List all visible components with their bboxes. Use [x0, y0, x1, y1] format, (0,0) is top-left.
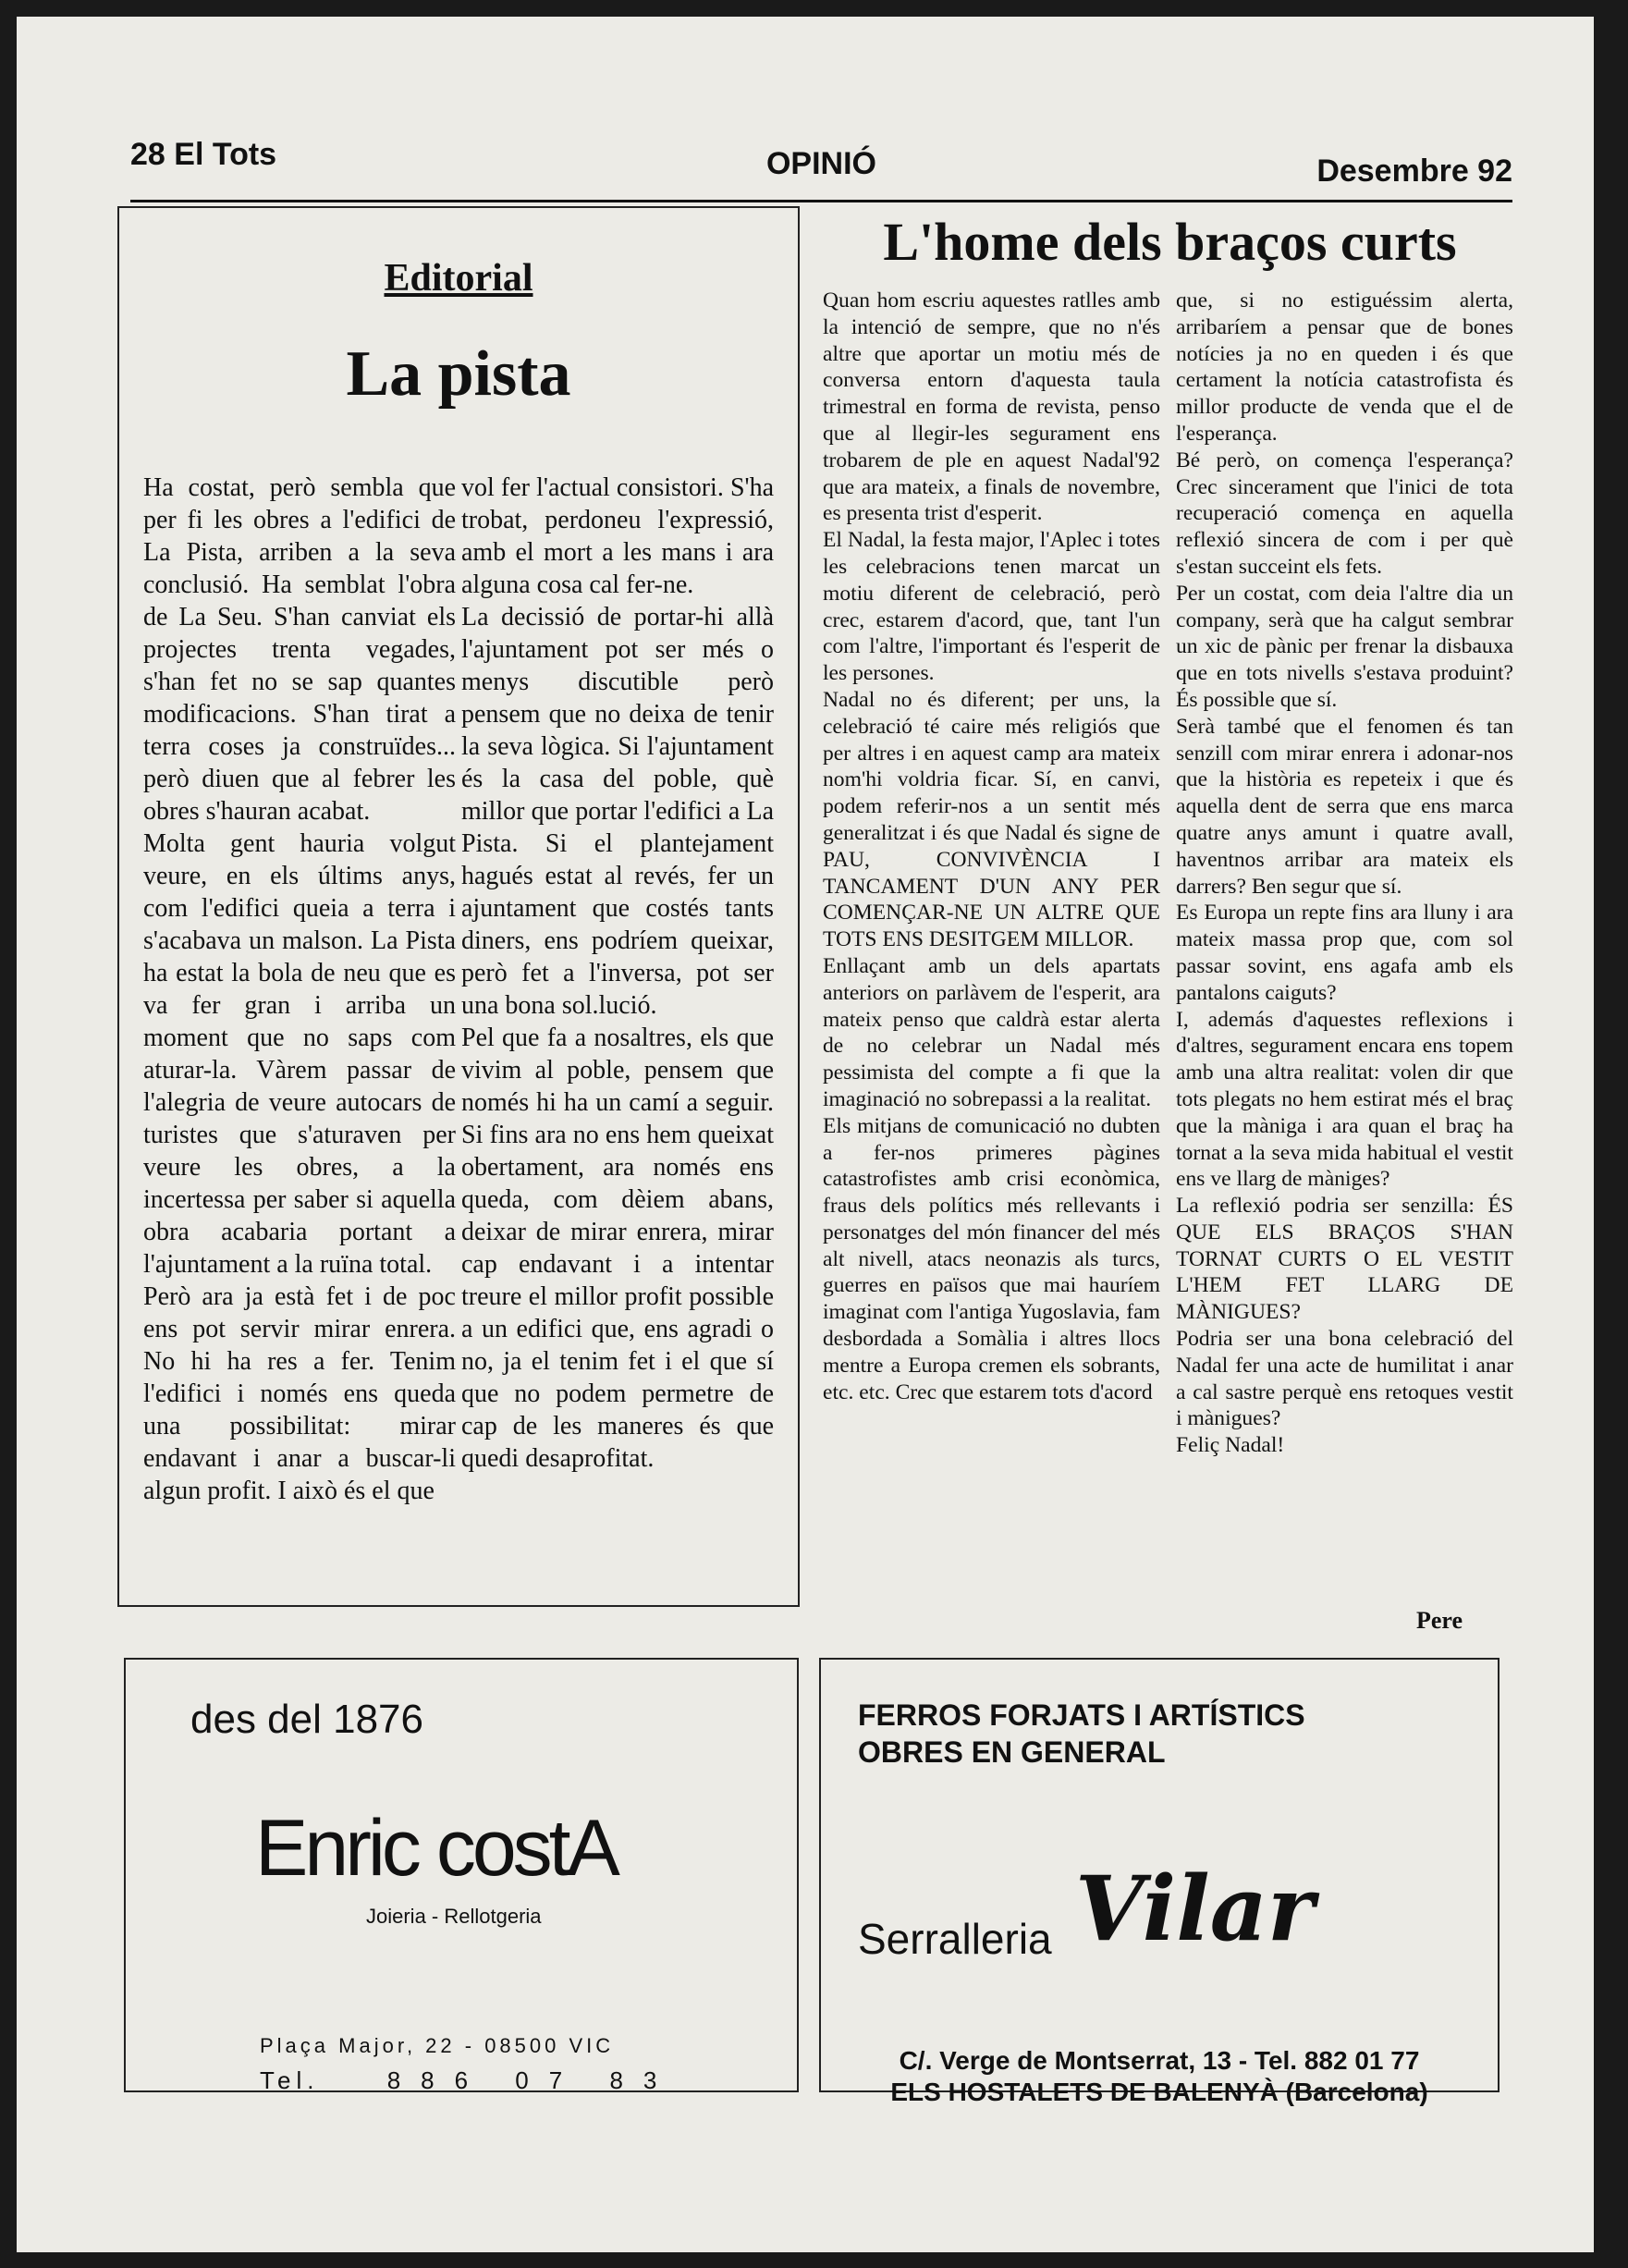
paragraph: Pel que fa a nosaltres, els que vivim al poble, pensem que només hi ha un camí a seguir. Si fins ara no ens hem queixat obertament, ara només ens queda, com dèiem abans, deixar de mirar enrera, mirar cap endavant i a intentar treure el millor profit possible a un edifici que, ens agradi o no, ja el tenim fet i el que sí que no podem permetre de cap de les maneres és que quedi desaprofitat. [461, 1024, 774, 1473]
paragraph: Els mitjans de comunicació no dubten a fer-nos primeres pàgines catastrofistes amb crisi econòmica, fraus dels polítics més rellevants i personatges del món financer del més alt nivell, atacs neonazis als turcs, guerres en països que mai hauríem imaginat com l'antiga Yugoslavia, fam desbordada a Somàlia i altres llocs mentre a Europa cremen els sobrants, etc. etc. Crec que estarem tots d'acord [823, 1113, 1160, 1404]
phone-number: 886 07 83 [386, 2066, 678, 2094]
page-header [130, 126, 1512, 202]
paragraph: Quan hom escriu aquestes ratlles amb la intenció de sempre, que no n'és altre que aportar un motiu més de conversa entorn d'aquesta taula trimestral en forma de revista, penso que al llegir-les segurament ens trobarem de ple en aquest Nadal'92 que ara mateix, a finals de novembre, es presenta trist d'esperit. [823, 288, 1160, 526]
advertisement-jewelry [124, 1658, 799, 2092]
paragraph: Per un costat, com deia l'altre dia un company, serà que ha calgut sembrar un xic de pànic per frenar la disbauxa que en tots nivells s'estava produint? És possible que sí. [1176, 581, 1513, 712]
ad-tagline: Joieria - Rellotgeria [366, 1905, 542, 1928]
editorial-column-2 [461, 472, 774, 1475]
paragraph: La decissió de portar-hi allà l'ajuntament pot ser més o menys discutible però pensem que no deixa de tenir la seva lògica. Si l'ajuntament és la casa del poble, què millor que portar l'edifici a La Pista. Si el plantejament hagués estat al revés, fer un ajuntament que costés tants diners, ens podríem queixar, però fet a l'inversa, pot ser una bona sol.lució. [461, 603, 774, 1020]
vilar-logo [1075, 1868, 1463, 1960]
article-column-1 [823, 288, 1160, 1405]
paragraph: Enllaçant amb un dels apartats anteriors on parlàvem de l'esperit, ara mateix penso que caldrà estar alerta de no celebrar un Nadal més pessimista del compte a fi que la imaginació no sobrepassi a la realitat. [823, 953, 1160, 1111]
paragraph: que, si no estiguéssim alerta, arribaríem a pensar que de bones notícies ja no en queden i és que certament la notícia catastrofista és millor producte de venda que el de l'esperança. [1176, 288, 1513, 446]
paragraph: El Nadal, la festa major, l'Aplec i totes les celebracions tenen marcat un motiu diferent de celebració, però crec, estarem d'acord, que, tant l'un com l'altre, l'important és l'esperit de les persones. [823, 528, 1160, 686]
magazine-page [17, 17, 1594, 2252]
page-number: 28 El Tots [130, 137, 277, 172]
section-title: OPINIÓ [765, 146, 877, 181]
issue-date: Desembre 92 [1316, 153, 1512, 189]
article-title: L'home dels braços curts [883, 212, 1457, 272]
paragraph: I, además d'aquestes reflexions i d'altres, segurament encara ens topem amb una altra realitat: volen dir que tots plegats no hem estirat més el braç que la màniga i ara quan el braç ha tornat a la seva mida habitual el vestit ens ve llarg de màniges? [1176, 1007, 1513, 1192]
paragraph: vol fer l'actual consistori. S'ha trobat, perdoneu l'expressió, amb el mort a les mans i ara alguna cosa cal fer-ne. [461, 473, 774, 599]
phone-label: Tel. [260, 2066, 320, 2094]
ad-phone [260, 2066, 677, 2095]
editorial-title: La pista [346, 338, 571, 410]
paragraph: Bé però, on comença l'esperança? Crec sincerament que l'inici de tota recuperació comença en aquella reflexió sincera de com i per què s'estan succeint els fets. [1176, 447, 1513, 579]
ad-address-line-2: ELS HOSTALETS DE BALENYÀ (Barcelona) [890, 2078, 1428, 2106]
paragraph: La reflexió podria ser senzilla: ÉS QUE ELS BRAÇOS S'HAN TORNAT CURTS O EL VESTIT L'HEM FET LLARG DE MÀNIGUES? [1176, 1194, 1513, 1325]
paragraph: Molta gent hauria volgut veure, en els últims anys, com l'edifici queia a terra i s'acabava un malson. La Pista ha estat la bola de neu que es va fer gran i arriba un moment que no saps com aturar-la. Vàrem passar de l'alegria de veure autocars de turistes que s'aturaven per veure les obres, a la incertessa per saber si aquella obra acabaria portant a l'ajuntament a la ruïna total. [143, 829, 456, 1279]
ad-address: Plaça Major, 22 - 08500 VIC [260, 2034, 615, 2057]
ad-heading-line-2: OBRES EN GENERAL [858, 1735, 1166, 1769]
editorial-box [117, 206, 800, 1607]
editorial-label: Editorial [384, 257, 533, 300]
paragraph: Però ara ja està fet i de poc ens pot servir mirar enrera. No hi ha res a fer. Tenim l'edifici i només ens queda una possibilitat: mirar endavant i anar a buscar-li algun profit. I això és el que [143, 1282, 456, 1505]
article-column-2 [1176, 288, 1513, 1459]
paragraph: Es Europa un repte fins ara lluny i ara mateix massa prop que, com sol passar sovint, ens agafa amb els pantalons caiguts? [1176, 901, 1513, 1005]
ad-address-line-1: C/. Verge de Montserrat, 13 - Tel. 882 01 77 [899, 2046, 1420, 2075]
ad-since: des del 1876 [190, 1697, 423, 1742]
article-signature: Pere [1415, 1607, 1463, 1634]
advertisement-ironwork [819, 1658, 1499, 2106]
paragraph: Podria ser una bona celebració del Nadal fer una acte de humilitat i anar a cal sastre perquè ens retoques vestit i mànigues? [1176, 1327, 1513, 1431]
editorial-column-1 [143, 472, 456, 1507]
brand-logo: Enric costA [255, 1804, 617, 1893]
paragraph: Feliç Nadal! [1176, 1433, 1285, 1458]
paragraph: Serà també que el fenomen és tan senzill com mirar enrera i adonar-nos que la història es repeteix i que és aquella dent de serra que ens marca quatre anys amunt i quatre avall, haventnos arribar ara mateix els darrers? Ben segur que sí. [1176, 714, 1513, 899]
ad-business-type: Serralleria [858, 1915, 1052, 1963]
ad-heading-line-1: FERROS FORJATS I ARTÍSTICS [858, 1698, 1305, 1732]
paragraph: Nadal no és diferent; per uns, la celebració té caire més religiós que per altres i en aquest camp ara mateix nom'hi voldria ficar. Sí, en canvi, podem referir-nos a un sentit més generalitzat i és que Nadal és signe de PAU, CONVIVÈNCIA I TANCAMENT D'UN ANY PER COMENÇAR-NE UN ALTRE QUE TOTS ENS DESITGEM MILLOR. [823, 687, 1160, 952]
vilar-logo-text: Vilar [1075, 1868, 1315, 1960]
paragraph: Ha costat, però sembla que per fi les obres a l'edifici de La Pista, arriben a la seva conclusió. Ha semblat l'obra de La Seu. S'han canviat els projectes trenta vegades, s'han fet no se sap quantes modificacions. S'han tirat a terra coses ja construïdes... però diuen que al febrer les obres s'hauran acabat. [143, 473, 456, 826]
